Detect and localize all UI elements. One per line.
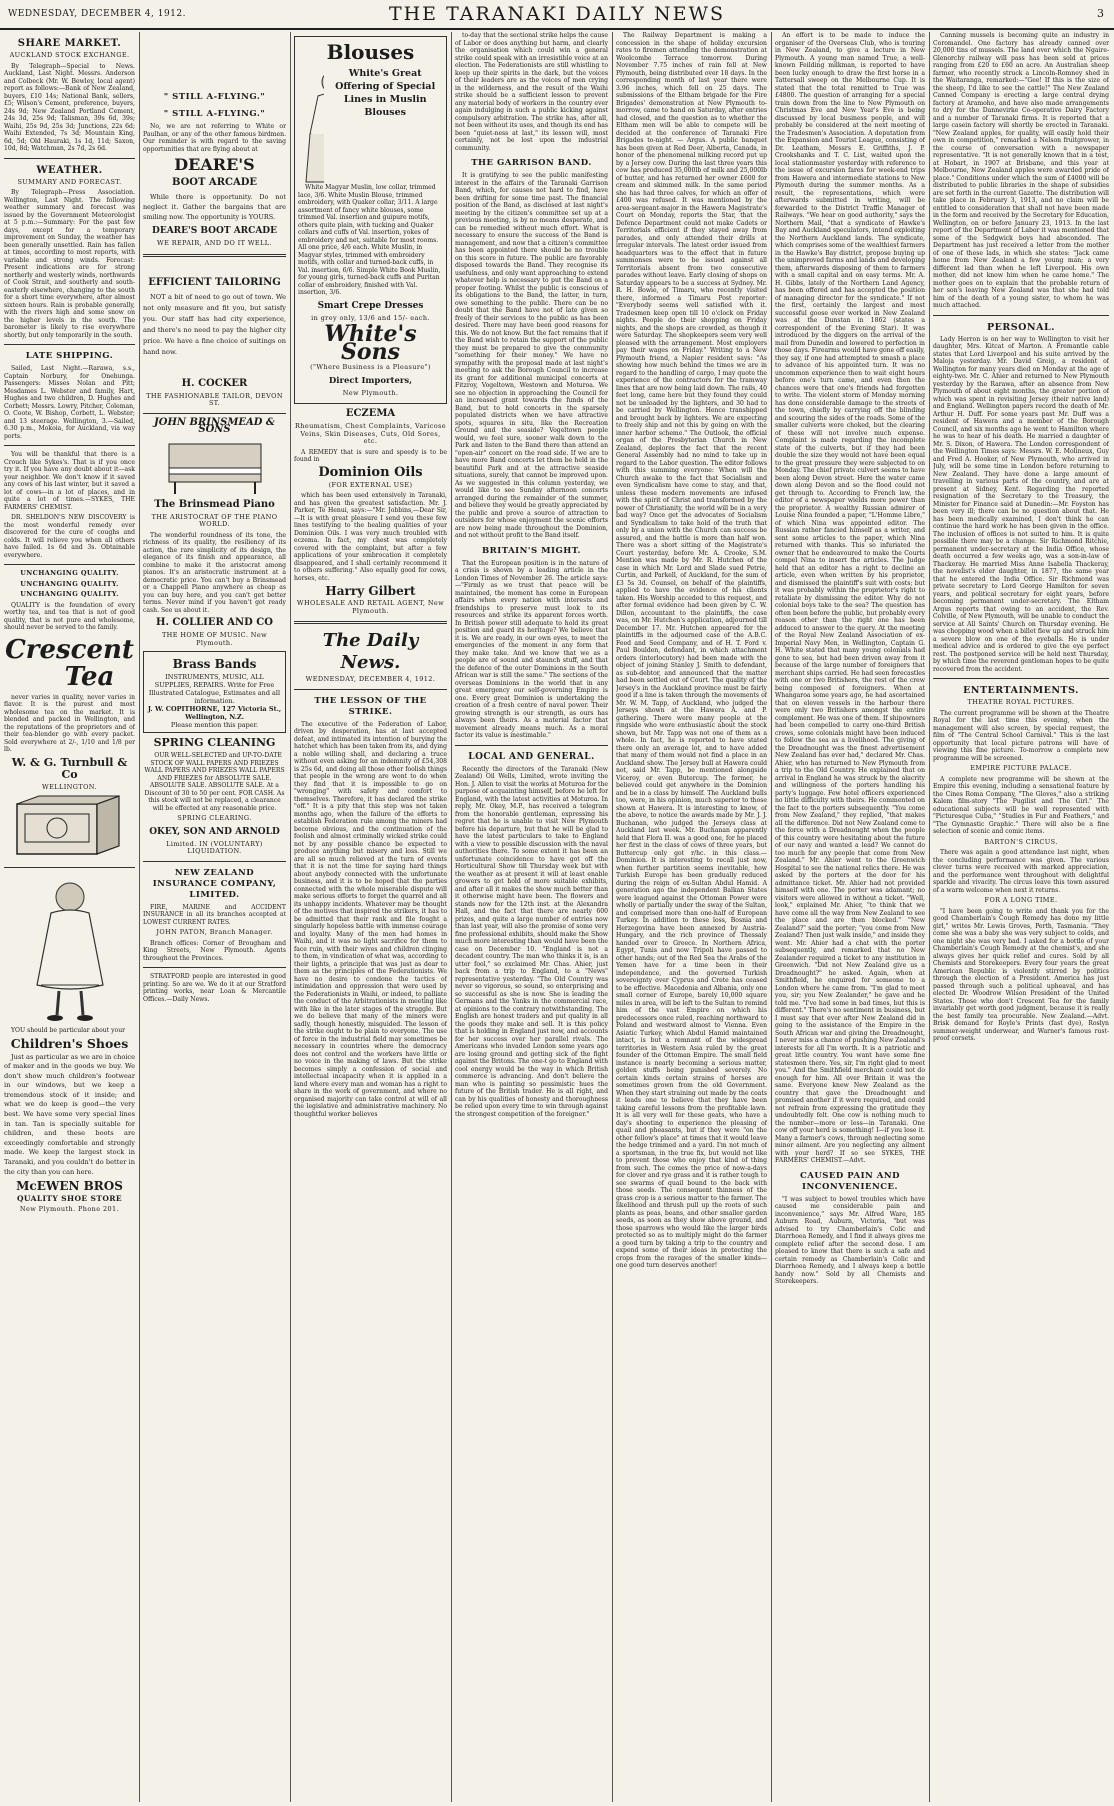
bartons-circus-text: There was again a good attendance last night, when the concluding performance was given. The various clever turns were received with marked appreciation, and the performance went throughout with delightful sparkle and vivacity. The circus leave this town assured of a warm welcome when next it returns. xyxy=(933,849,1109,894)
weather-subheading: SUMMARY AND FORECAST. xyxy=(17,177,122,186)
harry-gilbert-name: Harry Gilbert xyxy=(325,584,416,598)
whites-town: New Plymouth. xyxy=(342,388,399,397)
divider xyxy=(143,967,286,968)
column-rule xyxy=(451,32,452,1802)
turnbull-name: W. & G. Turnbull & Co xyxy=(11,755,128,781)
collier-name: H. COLLIER AND CO xyxy=(156,617,273,628)
nz-insurance-agent: JOHN PATON, Branch Manager. xyxy=(156,928,273,936)
divider xyxy=(143,861,286,862)
britains-might-text: That the European position is in the nature of a crisis is shown by a leading article in the London Times of November 26. The article says:—"Firmly as we trust that peace will be maintained, the moment has come in European affairs when every nation with interests and friendships to preserve must look to its resources and strike its apparent forces worth. In British power still adequate to hold its great position and guard its heritage? We believe that it is. We are ready, in our own eyes, to meet the emergencies of the moment in any form that they make take. And we know that we as a people are of sound and staunch stuff, and that the defence of the outer Dominions in the South African war is still the same." The sections of the overseas Dominions in the world that in any great emergency our self-governing Empire is one. Every great Dominion is undertaking the creation of a fresh centre of naval power. Their growing strength is our strength, as ours has always been theirs. As a material factor that movement already means much. As a moral factor its value is inestimable." xyxy=(455,559,608,739)
divider xyxy=(4,564,135,565)
eczema-subtitle: Rheumatism, Chest Complaints, Varicose Veins, Skin Diseases, Cuts, Old Sores, etc. xyxy=(294,422,447,445)
crescent-tea-text: never varies in quality, never varies in flavor. It is the purest and most wholesome tea on the market. It is blended and packed in Wellington, and the reputations of the proprietors and of their tea-blender go with every packet. Sold everywhere at 2/-, 1/10 and 1/8 per lb. xyxy=(4,693,135,753)
personal-heading: PERSONAL. xyxy=(987,321,1055,333)
crepe-dresses-subtitle: in grey only, 13/6 and 15/- each. xyxy=(311,313,430,322)
empire-palace-heading: EMPIRE PICTURE PALACE. xyxy=(970,764,1072,772)
copithorne-note: Please mention this paper. xyxy=(170,721,259,729)
divider xyxy=(294,621,447,624)
crescent-tea-logo-word: Crescent xyxy=(5,634,134,665)
okey-name: OKEY, SON AND ARNOLD xyxy=(149,826,280,837)
still-flying-text: No, we are not referring to White or Paulhan, or any of the other famous birdmen. Our reminder is with regard to the saving opportunities that are flying about at xyxy=(143,123,286,153)
theatre-royal-text: The current programme will be shown at the Theatre Royal for the last time this evening, when the management will also screen, by special request, the film of "The Central School Carnival." This is the last opportunity that local picture patrons will have of viewing this fine picture. To-morrow a complete new programme will be screened. xyxy=(933,709,1109,762)
unchanging-quality-line: UNCHANGING QUALITY. xyxy=(20,590,119,598)
column-4 xyxy=(455,32,608,1802)
blouses-side-text: White's Great Offering of Special Lines in Muslin Blouses xyxy=(335,68,436,118)
turnbull-town: WELLINGTON. xyxy=(42,782,97,791)
column-2 xyxy=(143,32,286,1802)
britains-might-heading: BRITAIN'S MIGHT. xyxy=(482,545,581,556)
long-time-heading: FOR A LONG TIME. xyxy=(984,896,1058,904)
tea-packet-illustration xyxy=(11,794,129,862)
late-shipping-report: Sailed, Last Night.—Rarawa, s.s., Captain Norbury, for Onehunga. Passengers: Misses Nolan and Pitt; Mesdames L. Webster and family, Hart, Hughes and two children, D. Hughes and Corbett; Messrs. Lowry, Pitcher, Coleman, O. Coote, W. Bishop, Corbett, L. Webster; and 13 steerage. Wellington, 3.—Sailed, 6.30 p.m., Mokoia, for Auckland, via way ports. xyxy=(4,365,135,440)
divider xyxy=(143,413,286,414)
sheldon-advert: DR. SHELDON'S NEW DISCOVERY is the most wonderful remedy ever discovered for the cure of coughs and colds. It will relieve you when all others have failed. 1s 6d and 3s. Obtainable everywhere. xyxy=(4,514,135,559)
quality-text: QUALITY is the foundation of every worthy tea, and tea that is not of good quality, that is not pure and wholesome, should never be served to the family. xyxy=(4,601,135,631)
caused-pain-heading: CAUSED PAIN AND INCONVENIENCE. xyxy=(799,1170,901,1192)
personal-text: Lady Herron is on her way to Wellington to visit her daughter, Mrs. Kitcat of Marton. A Fremantle cable states that Lord Liverpool and his suite arrived by the Maloja yesterday. Mr. David Greig, a resident of Wellington for many years died on Monday at the age of eighty-two. Mr. C. Ahier and returned to New Plymouth yesterday by the Rarawa, after an absence from New Plymouth of about eight months, the greater portion of which was spent in revisiting Jersey (their native land) and England. Wellington papers record the death of Mr. Arthur H. Duff. For some years past Mr. Duff was a resident of Hawera and a member of the Borough Council, and six months ago he went to Hamilton where he was to hear of his death. He married a daughter of Mr. S. Dixon, of Hawera. The London correspondent of the Wellington Times says: Messrs. W. E. Molineux, Guy and Fred A. Hooker, of New Plymouth, who arrived in July, will be some time in London before returning to New Zealand. They have done a large amount of travelling in various parts of the country, and are at present at Sidney, Kent. Regarding the reported resignation of the Secretary to the Treasury, the Minister for Finance said at Dunedin:—Mr. Foyston has been very ill; there can be no question about that. He has been medically examined, I don't think he can continue the hard work he has been given in the office. The inclusion of offices is not suited to him. It is quite possible there may be a change. Sir Richmond Ritchie, permanent under-secretary at the India Office, whose death occurred a few weeks ago, was a son-in-law of Thackeray. He married Miss Anne Isabella Thackeray, the novelist's elder daughter, in 1877, the same year that he entered the India Office. Sir Richmond was private secretary to Lord George Hamilton for seven years, and political secretary for eight years, before becoming permanent under-secretary. The Eltham Argus reports that owing to an accident, the Rev. Colville, of New Plymouth, will be unable to conduct the service at All Saints' Church on Thursday evening. He was chopping wood when a billet flew up and struck him a severe blow on one of the eyeballs. He is under medical advice and is ordered to give the eye perfect rest. The postponed service will be held next Thursday, by which time the reverend gentleman hopes to be quite recovered from the accident. xyxy=(933,335,1109,673)
column-rule xyxy=(771,32,772,1802)
brass-bands-text: INSTRUMENTS, MUSIC, ALL SUPPLIES, REPAIRS. Write for Free Illustrated Catalogue, Estimates and all information. xyxy=(148,673,281,705)
dominion-oils-subtitle: (FOR EXTERNAL USE) xyxy=(328,480,413,489)
divider xyxy=(933,315,1109,316)
nz-insurance-text: FIRE, MARINE and ACCIDENT INSURANCE in all its branches accepted at LOWEST CURRENT RATES. xyxy=(143,903,286,926)
blouses-advert xyxy=(294,36,447,404)
copithorne-name: J. W. COPITHORNE, 127 Victoria St., Wellington, N.Z. xyxy=(147,705,282,721)
daily-news-date: WEDNESDAY, DECEMBER 4, 1912. xyxy=(305,675,436,683)
newspaper-title: THE TARANAKI DAILY NEWS xyxy=(388,3,726,25)
blouses-text: White Magyar Muslin, low collar, trimmed lace, 3/6. White Muslin Blouse, trimmed embroidery, with Quaker collar, 3/11. A large assortment of fancy white blouses, some trimmed Val. insertion and guipure motifs, others quite plain, with tucking and Quaker collars and cuffs of Val. insertion, yokes of embroidery and net, suitable for most rooms. All one price, 4/6 each. White Muslin, in Magyar styles, trimmed with embroidery motifs, with collar and turned-back cuffs, in Val. insertion, 6/6. Simple White Book Muslin, for young girls, turned-back cuffs and Puritan collar of embroidery, finished with Val. insertion, 3/6. xyxy=(298,184,441,296)
cocker-subtitle: THE FASHIONABLE TAILOR, DEVON ST. xyxy=(146,391,283,407)
share-market-heading: SHARE MARKET. xyxy=(17,38,122,49)
column-rule xyxy=(929,32,930,1802)
brinsmead-logo: JOHN BRINSMEAD & SONS xyxy=(154,416,275,435)
eczema-remedy-line: A REMEDY that is sure and speedy is to be found in xyxy=(294,448,447,463)
page-number: 3 xyxy=(1097,7,1104,20)
mcewen-address: New Plymouth. Phone 201. xyxy=(19,1204,120,1213)
masthead-date: WEDNESDAY, DECEMBER 4, 1912. xyxy=(8,9,186,19)
dominion-oils-text: which has been used extensively in Taranaki, and has given the greatest satisfaction. Mr. J. Parker, Te Henui, says:—"Mr. Jobbins,—Dear Sir,—It is with great pleasure I send you these few lines testifying to the healing qualities of your Dominion Oils. I was very much troubled with eczema. In fact, my chest was completely covered with the complaint, but after a few applications of your embrocation it completely disappeared, and I shall certainly recommend it to others suffering." Also equally good for cows, horses, etc. xyxy=(294,492,447,582)
divider xyxy=(4,445,135,446)
theatre-royal-heading: THEATRE ROYAL PICTURES. xyxy=(967,698,1075,706)
tailoring-text: NOT a bit of need to go out of town. We not only measure and fit you, but satisfy you. Our staff has had city experience, and there's no need to pay the higher city price. We have a fine choice of suitings on hand now. xyxy=(143,292,286,356)
crescent-tea-logo xyxy=(4,636,135,690)
local-news-text: An effort is to be made to induce the organiser of the Overseas Club, who is touring in New Zealand, to give a lecture in New Plymouth. A young man named True, a well-known Feilding milkman, is reported to have been lucky enough to draw the first horse in a Tattersall sweep on the Melbourne Cup. It is stated that the total remitted to True was £4800. The question of arranging for a special train down from the line to New Plymouth on Christmas Eve and New Year's Eve is being discussed by local business people, and will probably be considered at the next meeting of the Tradesmen's Association. A deputation from the Expansion and Tourist League, consisting of Dr. Leatham, Messrs E. Griffiths, J. P. Crookshanks and T. C. List, waited upon the local stationmaster yesterday with reference to the issue of excursion fares for week-end trips from Hawera and intermediate stations to New Plymouth during the summer months. As a result, the representations, which were afterwards submitted in writing, will be forwarded to the District Traffic Manager of Railways. "We hear on good authority," says the Northern Mail, "that a syndicate of Hawke's Bay and Auckland speculators, intend exploiting the Northern Auckland lands. The syndicate, which comprises some of the wealthiest farmers in the Hawke's Bay district, propose buying up the unimproved farms and lands and developing them, afterwards disposing of them to farmers with a small capital and on easy terms. Mr. A. H. Gibbs, lately of the Northern Land Agency, has been offered and has accepted the position of managing director for the syndicate." If not the first, certainly the largest and most successful goose ever worked in New Zealand was at the Dunstan in 1862 (states a correspondent of the Evening Star). It was introduced by the diggers on the arrival of the mail from Dunedin and lowered to perfection in those days. Firearms would have gone off easily, they say, if one had attempted to smash a place to advance of his appointed turn. It was no uncommon experience then to wait eight hours before one's turn came, and even then the chances were that one's friends had forgotten to write. The violent storm of Monday morning has done considerable damage to the streets of the town, chiefly by carrying off the blinding and scouring the sides of the roads. Some of the smaller culverts were choked, but the clearing of these will not involve much expense. Complaint is made regarding the incomplete state of the culverts, but if they had been double the size they would not have been equal to the great pressure they were subjected to on Monday. The chief private culvert seems to have been along Devon street. Here the water came down along Devon and so the flood could not get through to. According to French law, the editor of a newspaper wields more power than the proprietor. A wealthy Russian admirer of Louise Nina founded a paper, "L'Homme Libre," of which Nina was appointed editor. The Russian rather fancied himself as a writer, and sent some articles to the paper, which Nina returned with thanks. This so infuriated the owner that he endeavoured to make the Courts compel Nina to insert the articles. The Judge held that an editor has a right to decline an article, even when written by his proprietor, and dismissed the plaintiff's suit with costs; but it was probably within the proprietor's right to retaliate by dismissing the editor. Why do not colonial boys take to the sea? The question has often been before the public, but probably every reason other than the right one has been adduced to answer to the query. At the meeting of the Royal New Zealand Association of ex-Imperial Navy Men, in Wellington, Captain G. H. White stated that many young colonials had gone to sea, but had been driven away from it because of the large number of foreigners that merchant ships carried. He had seen forecastles with one or two Britishers, the rest of the crew being composed of foreigners. When at Whangaroa some years ago, he had ascertained that on eleven vessels in the harbour there were only two Britishers amongst the entire complement. He was one of them. If shipowners had been compelled to carry one-third British crews, some colonials might have been induced to follow the sea as a livelihood. The giving of the Dreadnought was the finest advertisement New Zealand has ever had," declared Mr. Chas. Ahier, who has returned to New Plymouth from a trip to the Old Country. He explained that on arrival in England he was struck by the alacrity and willingness of the porters handling his party's luggage. Few hotel officers experienced no little difficulty with theirs. He commented on the fact to the porters subsequently. "You come from New Zealand," they replied, "that makes all the difference. Did not New Zealand come to the force with a Dreadnought when the people of this country were hesitating about the future of our navy and wanted a lead? We cannot do too much for any people that come from New Zealand." Mr. Ahier went to the Greenwich Hospital to see the national relics there. He was asked by the porters at the door for his admittance ticket. Mr. Ahier had not provided himself with one. The porter was adamant; no visitors were allowed in without a ticket. "Well, look," explained Mr. Ahier, "to think that we have come all the way from New Zealand to see the place and are then blocked." "New Zealand?" said the porter; "you come from New Zealand? Then just walk inside," and inside they went. Mr. Ahier had a chat with the porter subsequently, and remarked that no New Zealander required a ticket to any institution in Greenwich. "Did not New Zealand give us a Dreadnought?" he asked. Again, when at Smithfield, he enquired for someone to a London where he came from. "I'm glad to meet you, sir; you New Zealander," he gave and he told me. "I've had some in bad times, but this is different." There's no sentiment in business, but I must say that ever after New Zealand did in going to the assistance of the Empire in the South African war and giving the Dreadnought, I never miss a chance of pushing New Zealand's interests for all I'm worth. It is a patriotic and great little country. You want have some fine statesmen there. Yes, sir, I'm right glad to meet you." And the Smithfield merchant could not do enough for him. All over Britain it was the same. Everyone knew New Zealand as the country that gave the Dreadnought and promised another if it were required, and could not refrain from expressing the gratitude they undoubtedly felt. One cow is nothing much to the number—more or less—in Taranaki. One cow off your herd is something! I—if you lose it. Many a farmer's cows, through neglecting some minor ailment. Are you neglecting any ailment with your herd? If so see SYKES, THE FARMERS' CHEMIST.—Advt. xyxy=(775,32,925,1164)
garrison-band-heading: THE GARRISON BAND. xyxy=(471,158,592,168)
column-rule xyxy=(139,32,140,1802)
piano-illustration xyxy=(155,438,275,496)
whites-tagline: ("Where Business is a Pleasure") xyxy=(310,363,431,371)
spring-cleaning-text: OUR WELL-SELECTED and UP-TO-DATE STOCK OF WALL PAPERS AND FRIEZES WALL PAPERS AND FRIEZES WALL PAPERS AND FRIEZES for ABSOLUTE SALE. ABSOLUTE SALE. ABSOLUTE SALE. At a Discount of 30 to 50 per cent. FOR CASH. As this stock will not be replaced, a clearance will be effected at any reasonable price. xyxy=(144,752,285,812)
crepe-dresses-heading: Smart Crepe Dresses xyxy=(317,300,424,311)
divider xyxy=(455,745,608,746)
weather-report: By Telegraph—Press Association. Wellington, Last Night. The following weather summary and forecast was issued by the Government Meteorologist at 5 p.m.:—Summary: For the past few days, except for a temporary improvement on Sunday, the weather has been generally unsettled. Rain has fallen at times, according to most reports, with variable and strong winds. Forecast: Present indications are for strong northerly and westerly winds, northwards of Cook Strait, and southerly and south-easterly elsewhere, changing to the south for a short time everywhere, after almost sixteen hours. Rain is probable generally, with the rivers high and some snow on the higher levels in the south. The barometer is likely to rise everywhere shortly, but only temporarily in the south. xyxy=(4,189,135,339)
brinsmead-heading: The Brinsmead Piano xyxy=(154,498,275,510)
childrens-shoes-heading: Children's Shoes xyxy=(10,1035,129,1051)
weather-heading: WEATHER. xyxy=(36,164,103,176)
divider xyxy=(933,678,1109,679)
daily-news-logo: The Daily News. xyxy=(322,630,419,673)
nz-insurance-footer: Branch offices: Corner of Brougham and King Streets, New Plymouth. Agents throughout the Provinces. xyxy=(143,939,286,962)
column-5 xyxy=(616,32,767,1802)
brass-bands-heading: Brass Bands xyxy=(172,657,257,671)
unchanging-quality-line: UNCHANGING QUALITY. xyxy=(20,579,119,588)
dominion-oils-heading: Dominion Oils xyxy=(318,464,423,480)
spring-cleaning-heading: SPRING CLEANING xyxy=(153,736,276,749)
blouses-heading: Blouses xyxy=(326,40,415,64)
childrens-shoes-text: Just as particular as we are in choice of maker and in the goods we buy. We don't show much children's footwear in our windows, but we keep a tremendous stock of it inside; and what we do keep is good—the very best. We have some very special lines in tan. Tan is specially suitable for children, and these boots are exceedingly comfortable and strongly made. We keep the largest stock in Taranaki, and you couldn't do better in the city than you can here. xyxy=(4,1052,135,1176)
brinsmead-text: The wonderful roundness of its tone, the richness of its quality, the resiliency of its action, the rare simplicity of its design, the elegance of its finish and appearance, all combine to make it the aristocrat among pianos. It's an aristocratic instrument at a democratic price. You can't buy a Brinsmead or a Chappell Piano anywhere as cheap as you can buy here, and you can't get better terms. Never mind if you haven't got ready cash. See us about it. xyxy=(143,531,286,614)
unchanging-quality-line: UNCHANGING QUALITY. xyxy=(20,569,119,577)
column-6 xyxy=(775,32,925,1802)
sykes-advert: You will be thankful that there is a Crouch like Sykes's. That is if you once try it. If you have any doubt about it—ask your neighbor. We don't know if it saved any cows of his last winter, but it saved a lot of cows—in a lot of places, and in quite a lot of times.—SYKES, THE FARMERS' CHEMIST. xyxy=(4,451,135,511)
mcewen-subtitle: QUALITY SHOE STORE xyxy=(16,1194,123,1204)
lesson-of-strike-heading: THE LESSON OF THE STRIKE. xyxy=(314,695,427,717)
bartons-circus-heading: BARTON'S CIRCUS. xyxy=(984,837,1058,846)
local-news-text: The Railway Department is making a concession in the shape of holiday excursion rates to firemen attending the demonstration at Woolcombe Terrace tomorrow. During November 7.75 inches of rain fell at New Plymouth, being distributed over 18 days. In the corresponding month of last year there were 3.96 inches, which fell on 25 days. The submissions of the Eltham brigade for the Fire Brigades' demonstration at New Plymouth to-morrow, came to hand on Saturday, after entries had closed, and the question as to whether the Eltham men will be able to compete will be decided at the conference of Taranaki Fire Brigades to-night. — Argus. A public banquet has been given at Red Deer, Alberta, Canada, in honor of the phenomenal milking record put up by a Jersey cow. During the last three years this cow has produced 35,000lb of milk and 25,000lb of butter, and has returned her owner £600 for cream and skimmed milk. In the same period she has had three calves, for which an offer of £400 was refused. It was mentioned by the area-sergeant-major in the Hawera Magistrate's Court on Monday, reports the Star, that the Defence Department could not make Cadets or Territorials efficient if they stayed away from parades, and only attended their drills at irregular intervals. The latest order issued from headquarters was to the effect that in future summonses were to be issued against all Territorials absent from two consecutive parades without leave. Early closing of shops on Saturday appears to be a success at Sydney. Mr. R. H. Bowie, of Timaru, who recently visited there, informed a Timaru Post reporter: "Everybody seems well satisfied with it. Tradesmen keep open till 10 o'clock on Friday nights. People do their shopping on Friday nights, and the shops are crowded, as though it were Saturday. The shopkeepers seem very well pleased with the arrangement. Most employers pay their wages on Friday." Writing to a New Plymouth friend, a Napier resident says: "As showing how much behind the times we are in regard to the handling of cargo, I may quote the experience of the contractors for the tramway lines that are now being laid down. The rails, 40 feet long, came here but they found they could not be unloaded by the lighters, and 30 had to be carried by Wellington. Hence transhipped and brought back by lighters. We are expecting to freely ship and not this by going on with the inner harbor scheme." The Outlook, the official organ of the Presbyterian Church in New Zealand, deplores the fact that the recent General Assembly had no mind to take up in regard to the Labor question. The editor follows with this summing everyone: When will the Church awake to the fact that Socialism and even Syndicalism have come to stay, and that, unless these modern movements are infused with the spirit of Christ and transformed by the power of Christianity, the world will be in a very bad way? Once get the advocates of Socialism and Syndicalism to take hold of the truth that only by a union with the Church can success be assured, and the battle is more than half won. There was a short sitting of the Magistrate's Court yesterday, before Mr. A. Crooke, S.M. Mention was made by Mr. R. Hutchen of the case in which Mr. Lord and Slade sued Petrie, Curtin, and Parkell, of Auckland, for the sum of £3 5s 3d. Counsel, on behalf of the plaintiffs, applied to have the evidence of his clients taken. His Worship acceded to this request, and after formal evidence had been given by C. W. Dillon, accountant to the plaintiffs, the case was, on Mr. Hutchen's application, adjourned till December 17. Mr. Hutchen appeared for the plaintiffs in the adjourned case of the A.B.C. Feed and Seed Company, and of H. T. Ford v. Paul Boulden, defendant, in which attachment orders (interlocutory) had been made with the object of joining Stanley J. Smith to defendant, as sub-debtor, and announced that the matter had been settled out of Court. The quality of the Jersey's in the Auckland province must be fairly good if a line is taken through the movements of Mr. W. M. Tapp, of Auckland, who judged the Jerseys shown at the Hawera A. and P. gathering. There were many people at the ringside who were enthusiastic about the stock shown, but Mr. Tapp was not one of them as a whole. In fact, he is reported to have stated there only an average lot, and to have added that many of them would not find a place in an Auckland show. The Jersey bull at Hawera could not, said Mr. Tapp, be mentioned alongside Viceroy, or even Butercup. The former, he believed could get anywhere in the Dominion and be in a class by himself. The Auckland bulls too, were, in his opinion, much superior to those shown at Hawera. It is interesting to know, of the above, to notice the awards made by Mr. J. J. Buchanan, who judged the Jerseys class at Auckland last week. Mr. Buchanan apparently held that Flora II. was a good one, for he placed her first in the class of cows of three years, but Buttercup only got r/hc. in this class.—Dominion. It is interesting to recall just now, when further partition seems inevitable, how Turkish Europe has been gradually reduced during the reign of ex-Sultan Abdul Hamid. A generation ago the independent Balkan States were leagued against the Ottoman Power were wholly or partially under the sway of the Sultan, and comprised more than one-half of European Turkey. In addition to these loss, Bosnia and Herzegovina have been annexed by Austria-Hungary, and the rich province of Thessaly handed over to Greece. In Northern Africa, Egypt, Tunis and now Tripoli have passed to other hands; out of the Red Sea the Arabs of the Yemen have for a time been in their independence, and the governed Turkish sovereignty over Cyprus and Crete has ceased to be effective. Macedonia and Albania, only one small corner of Europe, barely 10,000 square miles in area, will be left to the Sultan to remind him of the vast Empire on which his predecessors once ruled, reaching northward to Poland and westward almost to Vienna. Even Asiatic Turkey, which Abdul Hamid maintained intact, is but a remnant of the widespread territories in Western Asia ruled by the great founder of the Ottoman Empire. The small field instance is nearly becoming a serious matter, golden stuffs being punished severely. No certain kinds certain strains of horses are sometimes grown from the old Government. When they start straining out made by the coats it leads one to believe that they have been taking careful lessons from the profitable lawn. It is all very well for these geats, who have a day's shooting to experience the pleasing of quail and pheasants, but if they were "on the other fellow's place" at times that it would leave the hedge trimmed and a yard. I'm not much of a sportsman, in the true fix, but would not like to prevent those who enjoy that kind of thing from such. The comes the price of now-a-days for clover and rye grass and it is rather tough to see swarms of quail bound to the back with those seeds. The consequent thinness of the grass crop is a serious matter to the farmer. The likelihood and thrush pull up the roots of such plants as peas, beans, and other smaller garden seeds, as soon as they show above ground, and those sparrows who would like the larger birds protected so as to multiply might do the farmer a good turn by taking a trip to the country and expend some of their ideas in protecting the crops from the ravages of the smaller kinds—one good turn deserves another! xyxy=(616,32,767,1269)
column-7 xyxy=(933,32,1109,1802)
spring-clearing-line: SPRING CLEARING. xyxy=(177,814,252,822)
stratford-printing-notice: STRATFORD people are interested in good printing. So are we. We do it at our Stratford printing works, near Loan & Mercantile Offices.—Daily News. xyxy=(143,973,286,1003)
child-figure-illustration xyxy=(7,873,133,1025)
harry-gilbert-subtitle: WHOLESALE AND RETAIL AGENT, New Plymouth. xyxy=(296,599,445,615)
caused-pain-text: "I was subject to bowel troubles which have caused me considerable pain and inconvenience," says Mr. Alfred Ware, 185 Auburn Road, Auburn, Victoria, "but was advised to try Chamberlain's Colic and Diarrhoea Remedy, and I find it always gives me complete relief after the second dose. I am pleased to know that there is such a safe and certain remedy as Chamberlain's Colic and Diarrhoea Remedy, and I always keep a bottle handy now." Sold by all Chemists and Storekeepers. xyxy=(775,1195,925,1285)
cocker-name: H. COCKER xyxy=(181,377,248,389)
deares-footer: DEARE'S BOOT ARCADE xyxy=(152,226,277,236)
local-news-text: Canning mussels is becoming quite an industry in Coromandel. One factory has already canned over 20,000 tins of mussels. The land over which the Ngaire-Glenorchy railway will pass has been sold at prices ranging from £20 to £60 an acre. An Australian sheep farmer, who recently struck a Lincoln-Romney shed in the Waitaranga, remarked:—"Gee! If this is the size of the sheep, I'd like to see the cattle!" The New Zealand Canned Company is erecting a large central drying factory at Aramoho, and have also made arrangements to dry for the Dannevirke Co-operative Dairy Factory and a number of Taranaki firms. It is reported that a large casein factory will shortly be erected in Taranaki. "New Zealand apples, for quality, will easily hold their own in competition," remarked a Nelson fruitgrower, in the course of conversation with a newspaper representative. "It is not generally known that in a test, at Hobart, in 1907 at Brisbane, and this year at Melbourne, New Zealand apples were awarded pride of place." Conditions under which the sum of £4000 will be distributed to public libraries in the shape of subsidies are set forth in the current Gazette. The distribution will take place in February 3, 1913, and no claim will be entitled to consideration that shall not have been made in the form and received by the Secretary for Education, Wellington, on or before January 23, 1913. In the last report of the Department of Labor it was mentioned that some of the Sedgwick boys had absconded. The Department has just received a letter from the mother of one of these lads, in which she states: "Jack came home from New Zealand a few young man; a very different lad than when he left Liverpool. His own mother, did not know him when he came home." The mother goes on to explain that the probable return of her son's leaving New Zealand was that she had told him of the death of a young sister, to whom he was much attached. xyxy=(933,32,1109,309)
tailoring-heading: EFFICIENT TAILORING xyxy=(148,276,281,288)
column-rule xyxy=(290,32,291,1802)
masthead xyxy=(0,0,1114,30)
brinsmead-subheading: THE ARISTOCRAT OF THE PIANO WORLD. xyxy=(151,512,278,528)
lesson-of-strike-text: The executive of the Federation of Labor, driven by desperation, has at last accepted defeat, and intimated its intention of burying the hatchet which has been taken from its, and dying a noble willing shall, and declaring a truce without even asking for an indemnity of £54,308 is 25s 6d, and doing all those other foolish things that people in the wrong are wont to do when they find that it is impossible to go on "wronging" with safety and comfort to themselves. Therefore, it has declared the strike "off." It is a pity that this step was not taken months ago, when the failure of the efforts to establish Federation rule among the miners had become obvious, and the continuation of the foolish and almost criminally wicked strike could not by any possible chance be expected to produce anything but misery and loss. Still we are all so much relieved at the turn of events that it is not the time for saying hard things about anybody connected with the unfortunate business, and it is to be hoped that the parties connected with the whole miserable dispute will make serious efforts to forget the quarrel and all its unhappy incidents. Whatever may be thought of the motives that inspired the strikers, it has to be admitted that their rank and file fought a singularly hopeless battle with immense courage and loyalty. Many of the men had homes in Waihi, and it was no light sacrifice for them to face ruin, with their wives and children clinging to them, in vindication of what was, according to their lights, a principle that was just as dear to them as the principles of the Federationists. We have no desire to condone the tactics of intimidation and oppression that were used by the Federationists in Waihi, or indeed, to palliate the conduct of the Arbitrationists in meeting like with like in the later stages of the struggle. But we do believe that many of the miners were sadly, though honestly, misguided. The lesson of the strike ought to be plain to everyone. The use of force in the industrial field may sometimes be necessary in countries where the democracy does not control and the workers have little or no voice in the making of laws. But the strike becomes simply a confession of social and intellectual incapacity when it is applied in a land where every man and woman has a right to share in the work of government, and where no organised majority can take control at will of all the legislative and administrative machinery. No thoughtful worker believes xyxy=(294,720,447,1118)
garrison-band-text: It is gratifying to see the public manifesting interest in the affairs of the Taranaki Garrison Band, which, for causes not hard to find, have been drifting for some time past. The financial position of the Band, as disclosed at last night's meeting by the citizen's committee set up at a previous meeting, is by no means desperate, and can be remedied without much effort. What is necessary to ensure the success of the Band is management, and now that a citizen's committee has been appointed there should be no trouble on this score in future. The public are favorably disposed towards the Band. They recognise its usefulness, and only want approaching to extend whatever help is necessary to put the Band on a proper footing. Whilst the public is conscious of its obligations to the Band, the latter, in turn, owe something to the public. There can be no doubt that the Band have not of late given so freely of their services to the public as has been desired. There may have been good reasons for this. We do not know. But the fact remains that if the Band wish to retain the support of the public they must be prepared to give the community "something for their money." We have no sympathy with the proposal made at last night's meeting to ask the Borough Council to increase its grant for additional municipal concerts at Fitzroy, Vogeltown, Westown and Moturoa. We see no objection in approaching the Council for an increased grant towards the funds of the Band, but to hold concerts in the sparsely populated districts when we have attractive spots, squares in situ, like the Recreation Ground and the seaside? Vogeltown people would, we feel sure, sooner walk down to the Park and listen to the Band there than attend an "open-air" concert on the road side. If we are to have more Band concerts let them be held in the beautiful Park and at the attractive seaside situations, surely, that cannot be improved upon. As we suggested in this column yesterday, we would like to see Sunday afternoon concerts arranged during the remainder of the summer, and believe they would be greatly appreciated by the public and prove a source of attraction to outsiders for whose enjoyment the scenic efforts are now being made throughout the Dominion, and not without profit to the Band itself. xyxy=(455,172,608,539)
entertainments-heading: ENTERTAINMENTS. xyxy=(963,685,1079,696)
whites-logo: White's Sons xyxy=(324,321,417,365)
brass-bands-advert xyxy=(143,651,286,733)
column-3 xyxy=(294,32,447,1802)
shoes-intro: YOU should be particular about your xyxy=(11,1027,126,1034)
empire-palace-text: A complete new programme will be shown at the Empire this evening, including a sensational feature by the Cines Roma Company, "The Gloves," also a striking Kalem film-story "The Pugilist and The Girl." The educational subjects will be well represented with "Picturesque Cuba," "Studies in Fur and Feathers," and "The Gymnastic Graphic." There will also be a fine selection of scenic and comic items. xyxy=(933,775,1109,835)
late-shipping-heading: LATE SHIPPING. xyxy=(25,351,114,361)
lesson-of-strike-continued: to-day that the sectional strike helps the cause of Labor or does anything but harm, and clearly the organisation which could win a general strike could speak with an irresistible voice at an election. The Federationists are still whistling to keep up their spirits in the dark, but the voices of their leaders are as the voices of men crying in the wilderness, and the result of the Waihi strike should be a sufficient lesson to prevent any material body of workers in the country ever again indulging in such a public kicking against compulsory arbitration. The strike has, after all, not been without its uses, and though its end has been "quiet-ness at last," its lesson will, most certainly, not be lost upon the industrial community. xyxy=(455,32,608,152)
divider xyxy=(4,867,135,868)
mcewen-name: McEWEN BROS xyxy=(16,1179,123,1194)
blouse-figure-illustration xyxy=(298,64,324,184)
eczema-heading: ECZEMA xyxy=(345,408,396,419)
deares-text: While there is opportunity. Do not neglect it. Gather the bargains that are smiling now. The opportunity is YOURS. xyxy=(143,193,286,221)
divider xyxy=(294,689,447,690)
column-rule xyxy=(612,32,613,1802)
share-market-report: By Telegraph—Special to News. Auckland, Last Night. Messrs. Anderson and Colbeck (Mr. W. Bewley, local agent) report as follows:—Bank of New Zealand, buyers, £10 14s; National Bank, sellers, £5; Wilson's Cement, preference, buyers, 24s 9d; New Zealand Portland Cement, 24s 3d, 25s 9d; Talisman, 39s 6d, 39s; Waihi, 25s 9d, 25s 3d; Junctions, 22s 6d; Waihi Extended, 7s 3d; Mountain King, 6d, 5d; Old Hauraki, 1s 1d, 11d; Saxon, 10d, 8d; Watchman, 2s 7d, 2s 6d. xyxy=(4,62,135,152)
local-general-heading: LOCAL AND GENERAL. xyxy=(468,751,595,762)
long-time-text: "I have been going to write and thank you for the good Chamberlain's Cough Remedy has done my little girl," writes Mr. Lewis Groves, Perth, Tasmania. "They come she was a baby she was very subject to colds, and one night she was very bad. I asked for a bottle of your Chamberlain's Cough Remedy at the chemist's, and she always gives her quick relief and cures. Sold by all Chemists and Storekeepers. Every four years the great American Republic is violently stirred by politics through the election of a President. America has just passed through such a political upheaval, and has elected Dr. Woodrow Wilson President of the United States. Those who don't Crescent Tea for the family invariably get worth good judgment, because it is really the best family tea procurable. New Zealand.—Advt. Brisk demand for Royle's Prints (fast dye), Roslyn summer-weight underwear, and Warner's famous rust-proof corsets. xyxy=(933,907,1109,1042)
deares-subheading: BOOT ARCADE xyxy=(171,177,258,188)
nz-insurance-heading: NEW ZEALAND INSURANCE COMPANY, LIMITED. xyxy=(152,867,277,900)
crescent-tea-logo-word: Tea xyxy=(64,661,115,692)
deares-heading: DEARE'S xyxy=(174,155,255,174)
okey-subtitle: Limited. IN (VOLUNTARY) LIQUIDATION. xyxy=(166,839,263,855)
divider xyxy=(4,344,135,345)
deares-repair: WE REPAIR, AND DO IT WELL. xyxy=(157,239,272,247)
whites-direct-importers: Direct Importers, xyxy=(328,375,413,386)
column-1 xyxy=(4,32,135,1802)
divider xyxy=(143,254,286,257)
still-flying-line: " STILL A-FLYING." xyxy=(163,109,266,119)
local-general-text: Recently the directors of the Taranaki (New Zealand) Oil Wells, Limited, wrote inviting the Hon. J. Allen to visit the works at Moturoa for the purpose of acquainting himself, before he left for England, with the latest activities at Moturoa. In reply, Mr. Okey, M.P., has received a telegram from the honorable gentleman, expressing his regret that he is unable to visit New Plymouth before his departure, but that he will be glad to have the latest particulars to take to England with a view to possible discussion with the naval authorities there. To some extent it has been an unfortunate coincidence to have got off the Horticultural Show till Thursday week but with the weather as at present it will at least enable growers to get hold of more suitable exhibits, and after all it makes the show much better than it otherwise might have been. The flowers and stands now for the 12th inst. at the Alexandra Hall, and the fact that there are nearly 600 prizes, and quite a large number of entries now than last year, will also the promise of some very fine professional exhibits, should make the Show much more interesting than would have been the case on December 10. "England is not a decadent country. The man who thinks it is, is an utter fool," so exclaimed Mr. Chas. Ahier, just back from a trip to England, to a "News" representative yesterday. "The Old Country was never so vigorous, so sound, so enterprising and so successful as she is now. She is leading the Germans and the Yanks in the commercial race, at opinions to the contrary notwithstanding. The English are honest traders and put quality in all the goods they make and sell. It is this policy that is holding in England just now, and accounts for her success over her parallel rivals. The Americans who invaded London some years ago are losing ground and getting sick of the fight against the Britons. The one-t go to England with cool energy would be the way in which British commerce is advancing. And don't believe the man who is painting so pessimistic hues the future of the British trader. He is all right, and can by his qualities of honesty and thoroughness be relied upon every time to win through against the strongest competition of the foreigner." xyxy=(455,765,608,1118)
still-flying-line: " STILL A-FLYING." xyxy=(163,92,266,102)
share-market-subheading: AUCKLAND STOCK EXCHANGE. xyxy=(9,51,130,59)
divider xyxy=(4,158,135,159)
collier-subtitle: THE HOME OF MUSIC. New Plymouth. xyxy=(161,631,268,647)
